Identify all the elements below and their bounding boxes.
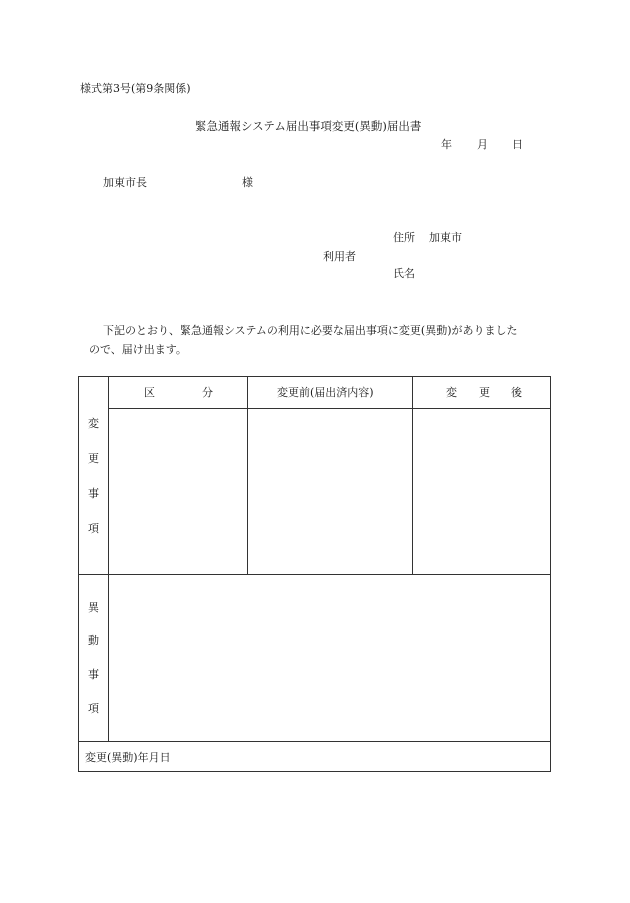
cell-change-date[interactable] (189, 742, 550, 771)
body-text-line1: 下記のとおり、緊急通報システムの利用に必要な届出事項に変更(異動)がありました (103, 324, 518, 337)
change-label-char-2: 更 (88, 452, 99, 465)
header-after-2: 更 (479, 386, 490, 399)
header-before: 変更前(届出済内容) (277, 386, 374, 399)
change-label-char-4: 項 (88, 522, 99, 535)
address-label: 住所 (393, 231, 415, 244)
transfer-label-char-2: 動 (88, 634, 99, 647)
transfer-label-char-4: 項 (88, 702, 99, 715)
address-value: 加東市 (429, 231, 462, 244)
header-after-1: 変 (446, 386, 457, 399)
date-day: 日 (512, 138, 523, 151)
cell-transfer-details[interactable] (109, 575, 550, 741)
change-label-char-3: 事 (88, 487, 99, 500)
form-number: 様式第3号(第9条関係) (80, 82, 191, 95)
user-label: 利用者 (323, 250, 356, 263)
cell-after[interactable] (413, 409, 550, 574)
header-category-right: 分 (202, 386, 213, 399)
transfer-label-char-1: 異 (88, 601, 99, 614)
date-month: 月 (477, 138, 488, 151)
cell-category[interactable] (109, 409, 247, 574)
body-text-line2: ので、届け出ます。 (89, 343, 187, 356)
date-year: 年 (441, 138, 452, 151)
change-form-table (78, 376, 551, 772)
transfer-label-char-3: 事 (88, 668, 99, 681)
header-after-3: 後 (511, 386, 522, 399)
change-label-char-1: 変 (88, 417, 99, 430)
cell-before[interactable] (248, 409, 412, 574)
addressee-honorific: 様 (242, 176, 253, 189)
form-title: 緊急通報システム届出事項変更(異動)届出書 (195, 119, 422, 133)
footer-change-date-label: 変更(異動)年月日 (85, 751, 171, 764)
addressee-name: 加東市長 (103, 176, 147, 189)
header-category-left: 区 (144, 386, 155, 399)
name-label: 氏名 (393, 267, 415, 280)
